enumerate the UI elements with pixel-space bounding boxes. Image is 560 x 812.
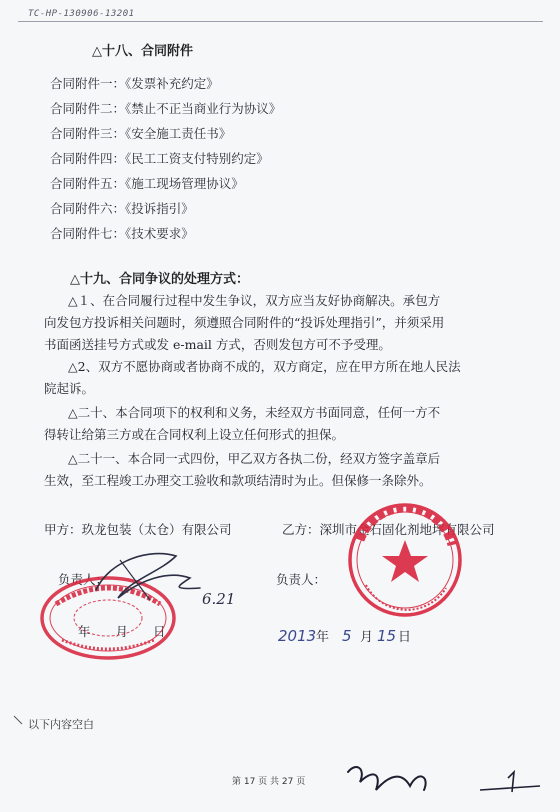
star-icon	[382, 540, 428, 582]
annex-item: 合同附件六：《投诉指引》	[50, 201, 194, 216]
paragraph-line: △2、双方不愿协商或者协商不成的，双方商定，应在甲方所在地人民法	[68, 359, 461, 374]
annex-item: 合同附件七：《技术要求》	[50, 226, 194, 241]
section-19-title: △十九、合同争议的处理方式：	[70, 272, 249, 287]
party-a-company-seal	[42, 578, 174, 658]
paragraph-line: △二十一、本合同一式四份，甲乙双方各执二份，经双方签字盖章后	[68, 451, 441, 466]
paragraph-line: △１、在合同履行过程中发生争议，双方应当友好协商解决。承包方	[68, 293, 441, 308]
paragraph-line: 得转让给第三方或在合同权利上设立任何形式的担保。	[44, 427, 345, 442]
handwritten-date-month: 5	[342, 627, 352, 645]
date-year-char: 年	[316, 630, 330, 645]
handwritten-date-year: 2013	[278, 627, 317, 645]
party-a-representative-label: 负责人：	[58, 572, 109, 587]
party-a-name: 甲方：玖龙包装（太仓）有限公司	[44, 522, 232, 537]
paragraph-line: 院起诉。	[44, 381, 95, 396]
page-initials-signature	[348, 767, 540, 792]
annex-item: 合同附件一：《发票补充约定》	[50, 76, 219, 91]
handwritten-date-day: 15	[377, 627, 397, 645]
annex-item: 合同附件四：《民工工资支付特别约定》	[50, 151, 269, 166]
party-a-signature-text: 6.21	[202, 590, 236, 608]
party-b-name: 乙方：深圳市金石固化剂地坪有限公司	[282, 522, 495, 537]
paragraph-line: 向发包方投诉相关问题时，须遵照合同附件的“投诉处理指引”，并须采用	[44, 315, 445, 330]
annex-item: 合同附件五：《施工现场管理协议》	[50, 176, 244, 191]
date-day-char: 日	[398, 630, 412, 645]
margin-tick	[14, 716, 22, 724]
paragraph-line: △二十、本合同项下的权利和义务，未经双方书面同意，任何一方不	[68, 405, 441, 420]
party-b-representative-label: 负责人：	[276, 572, 327, 587]
date-month-char: 月	[360, 630, 374, 645]
annex-item: 合同附件三：《安全施工责任书》	[50, 126, 232, 141]
section-18-title: △十八、合同附件	[92, 44, 193, 59]
paragraph-line: 生效，至工程竣工办理交工验收和款项结清时为止。但保修一条除外。	[44, 473, 432, 488]
blank-content-note: 以下内容空白	[28, 718, 94, 731]
document-code: TC-HP-130906-13201	[28, 9, 135, 19]
paragraph-line: 书面函送挂号方式或发 e-mail 方式，否则发包方可不予受理。	[44, 337, 391, 352]
page-number: 第 17 页 共 27 页	[232, 777, 306, 787]
party-b-company-seal	[350, 505, 460, 615]
party-a-date: 年 月 日	[78, 624, 166, 639]
annex-item: 合同附件二：《禁止不正当商业行为协议》	[50, 101, 282, 116]
